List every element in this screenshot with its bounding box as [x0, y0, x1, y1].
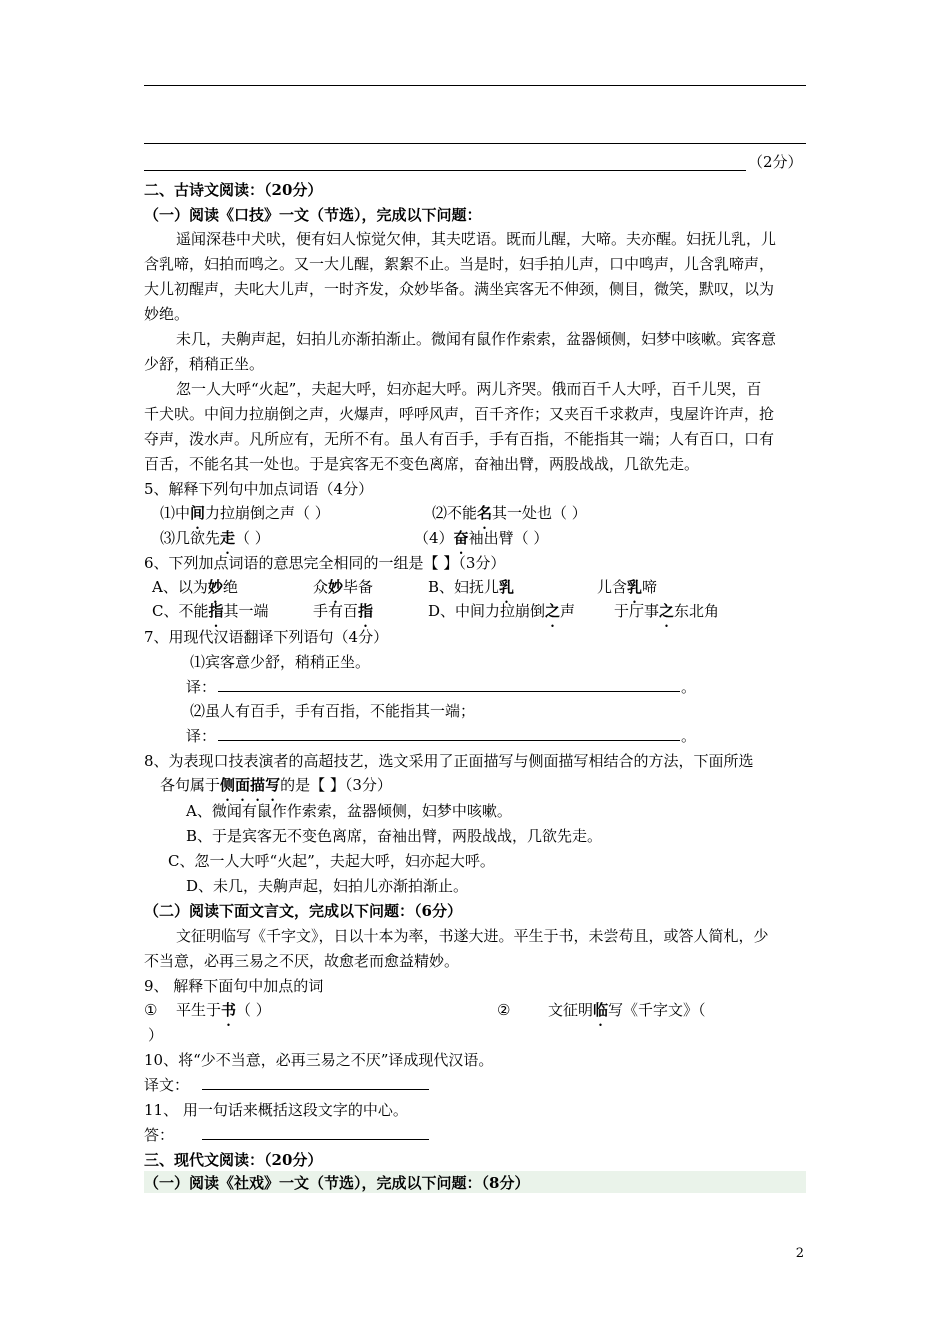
- option-c-2: 手有百指: [313, 602, 374, 620]
- answer-blank: [202, 1139, 429, 1140]
- answer-label: 译文：: [144, 1076, 190, 1094]
- option-b-2: 儿含乳啼: [597, 578, 658, 596]
- answer-blank: [202, 1089, 429, 1090]
- answer-line: [144, 143, 806, 144]
- subsection-title: （一）阅读《社戏》一文（节选），完成以下问题：（8分）: [144, 1174, 530, 1192]
- option-b: B、妇抚儿乳: [428, 578, 515, 596]
- passage-line: 含乳啼，妇拍而鸣之。又一大儿醒，絮絮不止。当是时，妇手拍儿声，口中鸣声，儿含乳啼声，: [144, 255, 775, 273]
- question-6-stem: 6、下列加点词语的意思完全相同的一组是【 】（3分）: [144, 554, 506, 572]
- option-b: B、于是宾客无不变色离席，奋袖出臂，两股战战，几欲先走。: [186, 827, 603, 845]
- question-8-stem-2: 各句属于侧面描写的是【 】（3分）: [160, 776, 392, 794]
- section-title: 二、古诗文阅读：（20分）: [144, 181, 323, 199]
- option-a: A、以为妙绝: [152, 578, 238, 596]
- section-title: 三、现代文阅读：（20分）: [144, 1151, 323, 1169]
- question-11-stem: 11、 用一句话来概括这段文字的中心。: [144, 1101, 408, 1119]
- option-a: A、微闻有鼠作作索索，盆器倾侧，妇梦中咳嗽。: [186, 802, 512, 820]
- translation-label: 译：: [186, 678, 217, 696]
- passage-line: 不当意，必再三易之不厌，故愈老而愈益精妙。: [144, 952, 460, 970]
- question-9-item-2: 文征明临写《千字文》（: [548, 1001, 706, 1019]
- translation-label: 译：: [186, 727, 217, 745]
- option-a-2: 众妙毕备: [313, 578, 374, 596]
- option-d: D、中间力拉崩倒之声: [428, 602, 576, 620]
- score-label: （2分）: [748, 153, 803, 171]
- option-c: C、忽一人大呼“火起”，夫起大呼，妇亦起大呼。: [168, 852, 495, 870]
- question-7-sentence-1: ⑴宾客意少舒，稍稍正坐。: [190, 653, 371, 671]
- answer-label: 答：: [144, 1126, 175, 1144]
- question-5-item-2: ⑵不能名其一处也（ ）: [432, 504, 587, 522]
- question-5-item-4: （4）奋袖出臂（ ）: [414, 529, 549, 547]
- question-9-stem: 9、 解释下面句中加点的词: [144, 977, 324, 995]
- question-10-stem: 10、将“少不当意，必再三易之不厌”译成现代汉语。: [144, 1051, 494, 1069]
- translation-blank: [218, 740, 680, 741]
- passage-line: 文征明临写《千字文》，日以十本为率，书遂大进。平生于书，未尝苟且，或答人简札，少: [176, 927, 769, 945]
- question-9-item-1-num: ①: [144, 1001, 158, 1019]
- question-5-item-1: ⑴中间力拉崩倒之声（ ）: [160, 504, 330, 522]
- question-7-stem: 7、用现代汉语翻译下列语句（4分）: [144, 628, 389, 646]
- question-9-item-1: 平生于书（ ）: [176, 1001, 271, 1019]
- option-d-2: 于厅事之东北角: [614, 602, 720, 620]
- passage-line: 千犬吠。中间力拉崩倒之声，火爆声，呼呼风声，百千齐作；又夹百千求救声，曳屋许许声，抢: [144, 405, 775, 423]
- question-8-stem: 8、为表现口技表演者的高超技艺，选文采用了正面描写与侧面描写相结合的方法，下面所选: [144, 752, 754, 770]
- passage-line: 遥闻深巷中犬吠，便有妇人惊觉欠伸，其夫呓语。既而儿醒，大啼。夫亦醒。妇抚儿乳，儿: [176, 230, 777, 248]
- question-7-sentence-2: ⑵虽人有百手，手有百指，不能指其一端；: [190, 702, 476, 720]
- subsection-title: （二）阅读下面文言文，完成以下问题：（6分）: [144, 902, 462, 920]
- passage-line: 未几，夫齁声起，妇拍儿亦渐拍渐止。微闻有鼠作作索索，盆器倾侧，妇梦中咳嗽。宾客意: [176, 330, 777, 348]
- translation-end: 。: [681, 678, 697, 696]
- passage-line: 百舌，不能名其一处也。于是宾客无不变色离席，奋袖出臂，两股战战，几欲先走。: [144, 455, 700, 473]
- translation-end: 。: [681, 727, 697, 745]
- passage-line: 妙绝。: [144, 305, 190, 323]
- question-5-item-3: ⑶几欲先走（ ）: [160, 529, 270, 547]
- passage-line: 夺声，泼水声。凡所应有，无所不有。虽人有百手，手有百指，不能指其一端；人有百口，口有: [144, 430, 775, 448]
- question-9-item-2-num: ②: [497, 1001, 511, 1019]
- question-5-stem: 5、解释下列句中加点词语（4分）: [144, 480, 374, 498]
- answer-line: [144, 170, 746, 171]
- answer-line: [144, 85, 806, 86]
- question-9-item-2-close: ）: [148, 1026, 164, 1044]
- page-number: 2: [795, 1246, 804, 1261]
- subsection-title: （一）阅读《口技》一文（节选），完成以下问题：: [144, 206, 482, 224]
- passage-line: 少舒，稍稍正坐。: [144, 355, 265, 373]
- option-d: D、未几，夫齁声起，妇拍儿亦渐拍渐止。: [186, 877, 469, 895]
- translation-blank: [218, 691, 680, 692]
- passage-line: 大儿初醒声，夫叱大儿声，一时齐发，众妙毕备。满坐宾客无不伸颈，侧目，微笑，默叹，以为: [144, 280, 775, 298]
- passage-line: 忽一人大呼“火起”，夫起大呼，妇亦起大呼。两儿齐哭。俄而百千人大呼，百千儿哭，百: [176, 380, 762, 398]
- option-c: C、不能指其一端: [152, 602, 269, 620]
